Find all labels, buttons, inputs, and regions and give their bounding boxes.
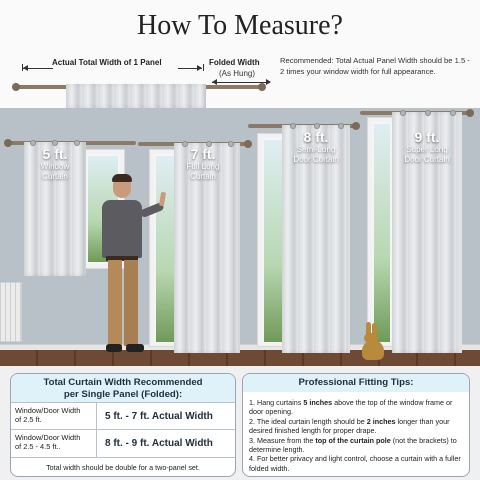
arrow-right-icon <box>266 79 271 85</box>
curtain-name: Curtain <box>190 172 216 181</box>
rod-finial <box>244 140 252 148</box>
person-leg-left <box>108 260 122 346</box>
grommet <box>425 110 431 116</box>
curtain-length: 5 ft. <box>42 146 68 162</box>
arrow-right-icon <box>197 65 202 71</box>
row-label: of 2.5 - 4.5 ft.. <box>15 442 61 451</box>
rod-finial <box>352 122 360 130</box>
rod-finial <box>466 109 474 117</box>
curtain-name: Door Curtain <box>293 155 339 164</box>
recommendation-text: Recommended: Total Actual Panel Width should be 1.5 - 2 times your window width for full appearance. <box>280 56 470 76</box>
tip-number: 4. <box>249 454 255 464</box>
rod-finial-right <box>258 83 266 91</box>
row-label: of 2.5 ft. <box>15 415 42 424</box>
table-title: per Single Panel (Folded): <box>63 389 183 400</box>
tip-number: 2. <box>249 416 255 426</box>
tip-item <box>249 436 463 455</box>
grommet <box>400 110 406 116</box>
person-sweater <box>102 200 142 258</box>
tip-item <box>249 417 463 436</box>
tip-emphasis: 2 inches <box>366 416 396 426</box>
page-title: How To Measure? <box>137 10 343 41</box>
table-title: Total Curtain Width Recommended <box>43 377 203 388</box>
curtain-name: Super Long <box>406 145 448 154</box>
curtain-label-5ft <box>24 147 86 182</box>
curtain-label-9ft <box>392 130 462 165</box>
person-leg-right <box>124 260 138 346</box>
dimension-tick-right <box>203 64 204 71</box>
curtain-length: 7 ft. <box>190 146 216 162</box>
door-pane <box>264 140 282 342</box>
table-row <box>11 402 235 429</box>
tip-number: 1. <box>249 398 255 407</box>
tip-number: 3. <box>249 435 255 445</box>
row-label: Window/Door Width <box>15 433 81 442</box>
tip-emphasis: 5 inches <box>303 398 333 407</box>
dimension-line-left <box>23 68 53 69</box>
table-cell-label <box>11 403 97 429</box>
table-row <box>11 429 235 457</box>
tip-text: above the top of the window frame or door opening. <box>249 398 453 417</box>
table-cell-label <box>11 430 97 457</box>
row-label: Window/Door Width <box>15 406 81 415</box>
curtain-name: Window <box>40 162 70 171</box>
tip-text: longer than your desired finished length for proper drape. <box>249 416 450 436</box>
tip-text: The ideal curtain length should be <box>256 416 367 426</box>
person-hair <box>112 174 132 182</box>
curtain-name: Curtain <box>42 172 68 181</box>
tip-item <box>249 454 463 473</box>
radiator <box>0 282 22 342</box>
grommet <box>450 110 456 116</box>
tip-text: Hang curtains <box>257 398 304 407</box>
statue-body <box>362 340 384 360</box>
as-hung-label: (As Hung) <box>219 69 256 78</box>
table-cell-value: 8 ft. - 9 ft. Actual Width <box>105 438 213 449</box>
person-shoe-left <box>106 344 122 352</box>
fitting-tips-panel <box>242 373 470 477</box>
grommet <box>30 140 36 146</box>
demo-curtain-panel <box>66 84 206 108</box>
person-shoe-right <box>126 344 144 352</box>
curtain-length: 8 ft. <box>303 129 329 145</box>
header <box>0 0 480 108</box>
panel-width-label: Actual Total Width of 1 Panel <box>52 58 162 67</box>
rod-finial-left <box>12 83 20 91</box>
tip-emphasis: top of the curtain pole <box>315 435 391 445</box>
folded-width-label: Folded Width <box>209 58 260 67</box>
table-cell-value: 5 ft. - 7 ft. Actual Width <box>105 410 213 422</box>
tips-title: Professional Fitting Tips: <box>243 374 469 392</box>
curtain-length: 9 ft. <box>414 129 440 145</box>
door-pane <box>374 124 390 342</box>
curtain-name: Door Curtain <box>404 155 450 164</box>
curtain-name: Full Long <box>186 162 220 171</box>
window-pane <box>156 156 174 342</box>
grommet <box>74 140 80 146</box>
tip-item <box>249 398 463 417</box>
table-note: Total width should be double for a two-panel set. <box>11 457 235 477</box>
tip-text: (not the brackets) to determine length. <box>249 435 457 455</box>
tip-text: Measure from the <box>257 435 316 445</box>
grommet <box>290 123 296 129</box>
tips-list <box>249 398 463 473</box>
tip-text: For better privacy and light control, choose a curtain with a fuller folded width. <box>249 454 461 473</box>
curtain-name: Semi-Long <box>296 145 336 154</box>
grommet <box>338 123 344 129</box>
width-recommendation-table <box>10 373 236 477</box>
rod-finial <box>4 139 12 147</box>
curtain-label-7ft <box>170 147 236 182</box>
table-header <box>11 374 235 402</box>
curtain-label-8ft <box>282 130 350 165</box>
